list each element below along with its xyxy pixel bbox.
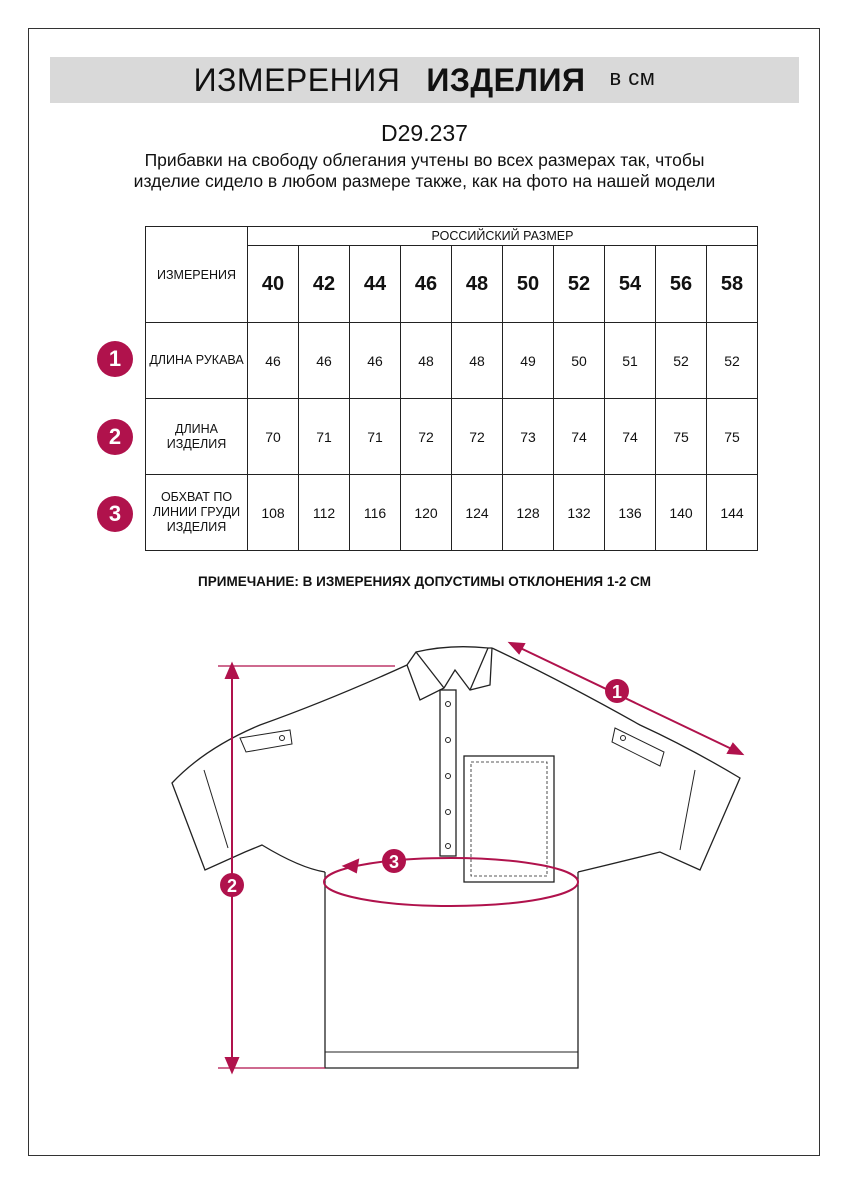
table-cell: 73 <box>503 399 554 475</box>
size-cell: 54 <box>605 246 656 323</box>
table-cell: 108 <box>248 475 299 551</box>
table-cell: 124 <box>452 475 503 551</box>
table-cell: 46 <box>299 323 350 399</box>
table-cell: 49 <box>503 323 554 399</box>
table-cell: 52 <box>656 323 707 399</box>
size-cell: 46 <box>401 246 452 323</box>
table-cell: 136 <box>605 475 656 551</box>
table-cell: 52 <box>707 323 758 399</box>
measure-header: ИЗМЕРЕНИЯ <box>146 227 248 323</box>
table-cell: 74 <box>554 399 605 475</box>
note-text: ПРИМЕЧАНИЕ: В ИЗМЕРЕНИЯХ ДОПУСТИМЫ ОТКЛОНЕНИЯ 1-2 СМ <box>198 574 651 589</box>
table-cell: 71 <box>299 399 350 475</box>
size-cell: 40 <box>248 246 299 323</box>
title-part-1: ИЗМЕРЕНИЯ <box>193 61 401 98</box>
table-cell: 144 <box>707 475 758 551</box>
row-label-chest: ОБХВАТ ПО ЛИНИИ ГРУДИ ИЗДЕЛИЯ <box>146 475 248 551</box>
table-cell: 112 <box>299 475 350 551</box>
garment-length-line <box>218 664 395 1072</box>
table-cell: 72 <box>401 399 452 475</box>
intro-text: Прибавки на свободу облегания учтены во всех размерах так, чтобы изделие сидело в любом размере также, как на фото на нашей модели <box>133 150 716 191</box>
product-code: D29.237 <box>381 120 468 146</box>
table-cell: 116 <box>350 475 401 551</box>
size-cell: 42 <box>299 246 350 323</box>
table-cell: 71 <box>350 399 401 475</box>
title-part-2: ИЗДЕЛИЯ <box>426 61 586 98</box>
placket-buttons <box>446 702 451 849</box>
badge-1: 1 <box>97 341 133 377</box>
table-cell: 46 <box>248 323 299 399</box>
table-cell: 120 <box>401 475 452 551</box>
table-cell: 74 <box>605 399 656 475</box>
table-cell: 128 <box>503 475 554 551</box>
row-label-length: ДЛИНА ИЗДЕЛИЯ <box>146 399 248 475</box>
table-cell: 51 <box>605 323 656 399</box>
table-cell: 75 <box>656 399 707 475</box>
row-label-sleeve: ДЛИНА РУКАВА <box>146 323 248 399</box>
size-header: РОССИЙСКИЙ РАЗМЕР <box>248 227 758 246</box>
marker-1: 1 <box>611 682 623 702</box>
diagram-markers <box>220 679 629 897</box>
size-cell: 58 <box>707 246 758 323</box>
size-cell: 56 <box>656 246 707 323</box>
size-cell: 52 <box>554 246 605 323</box>
marker-2: 2 <box>226 876 238 896</box>
size-cell: 44 <box>350 246 401 323</box>
badge-2: 2 <box>97 419 133 455</box>
badge-3: 3 <box>97 496 133 532</box>
table-cell: 72 <box>452 399 503 475</box>
size-cell: 48 <box>452 246 503 323</box>
table-cell: 46 <box>350 323 401 399</box>
table-cell: 132 <box>554 475 605 551</box>
size-cell: 50 <box>503 246 554 323</box>
table-cell: 50 <box>554 323 605 399</box>
table-cell: 48 <box>401 323 452 399</box>
table-cell: 75 <box>707 399 758 475</box>
table-cell: 70 <box>248 399 299 475</box>
title-unit: в см <box>609 65 656 90</box>
table-cell: 48 <box>452 323 503 399</box>
marker-3: 3 <box>388 852 400 872</box>
table-cell: 140 <box>656 475 707 551</box>
